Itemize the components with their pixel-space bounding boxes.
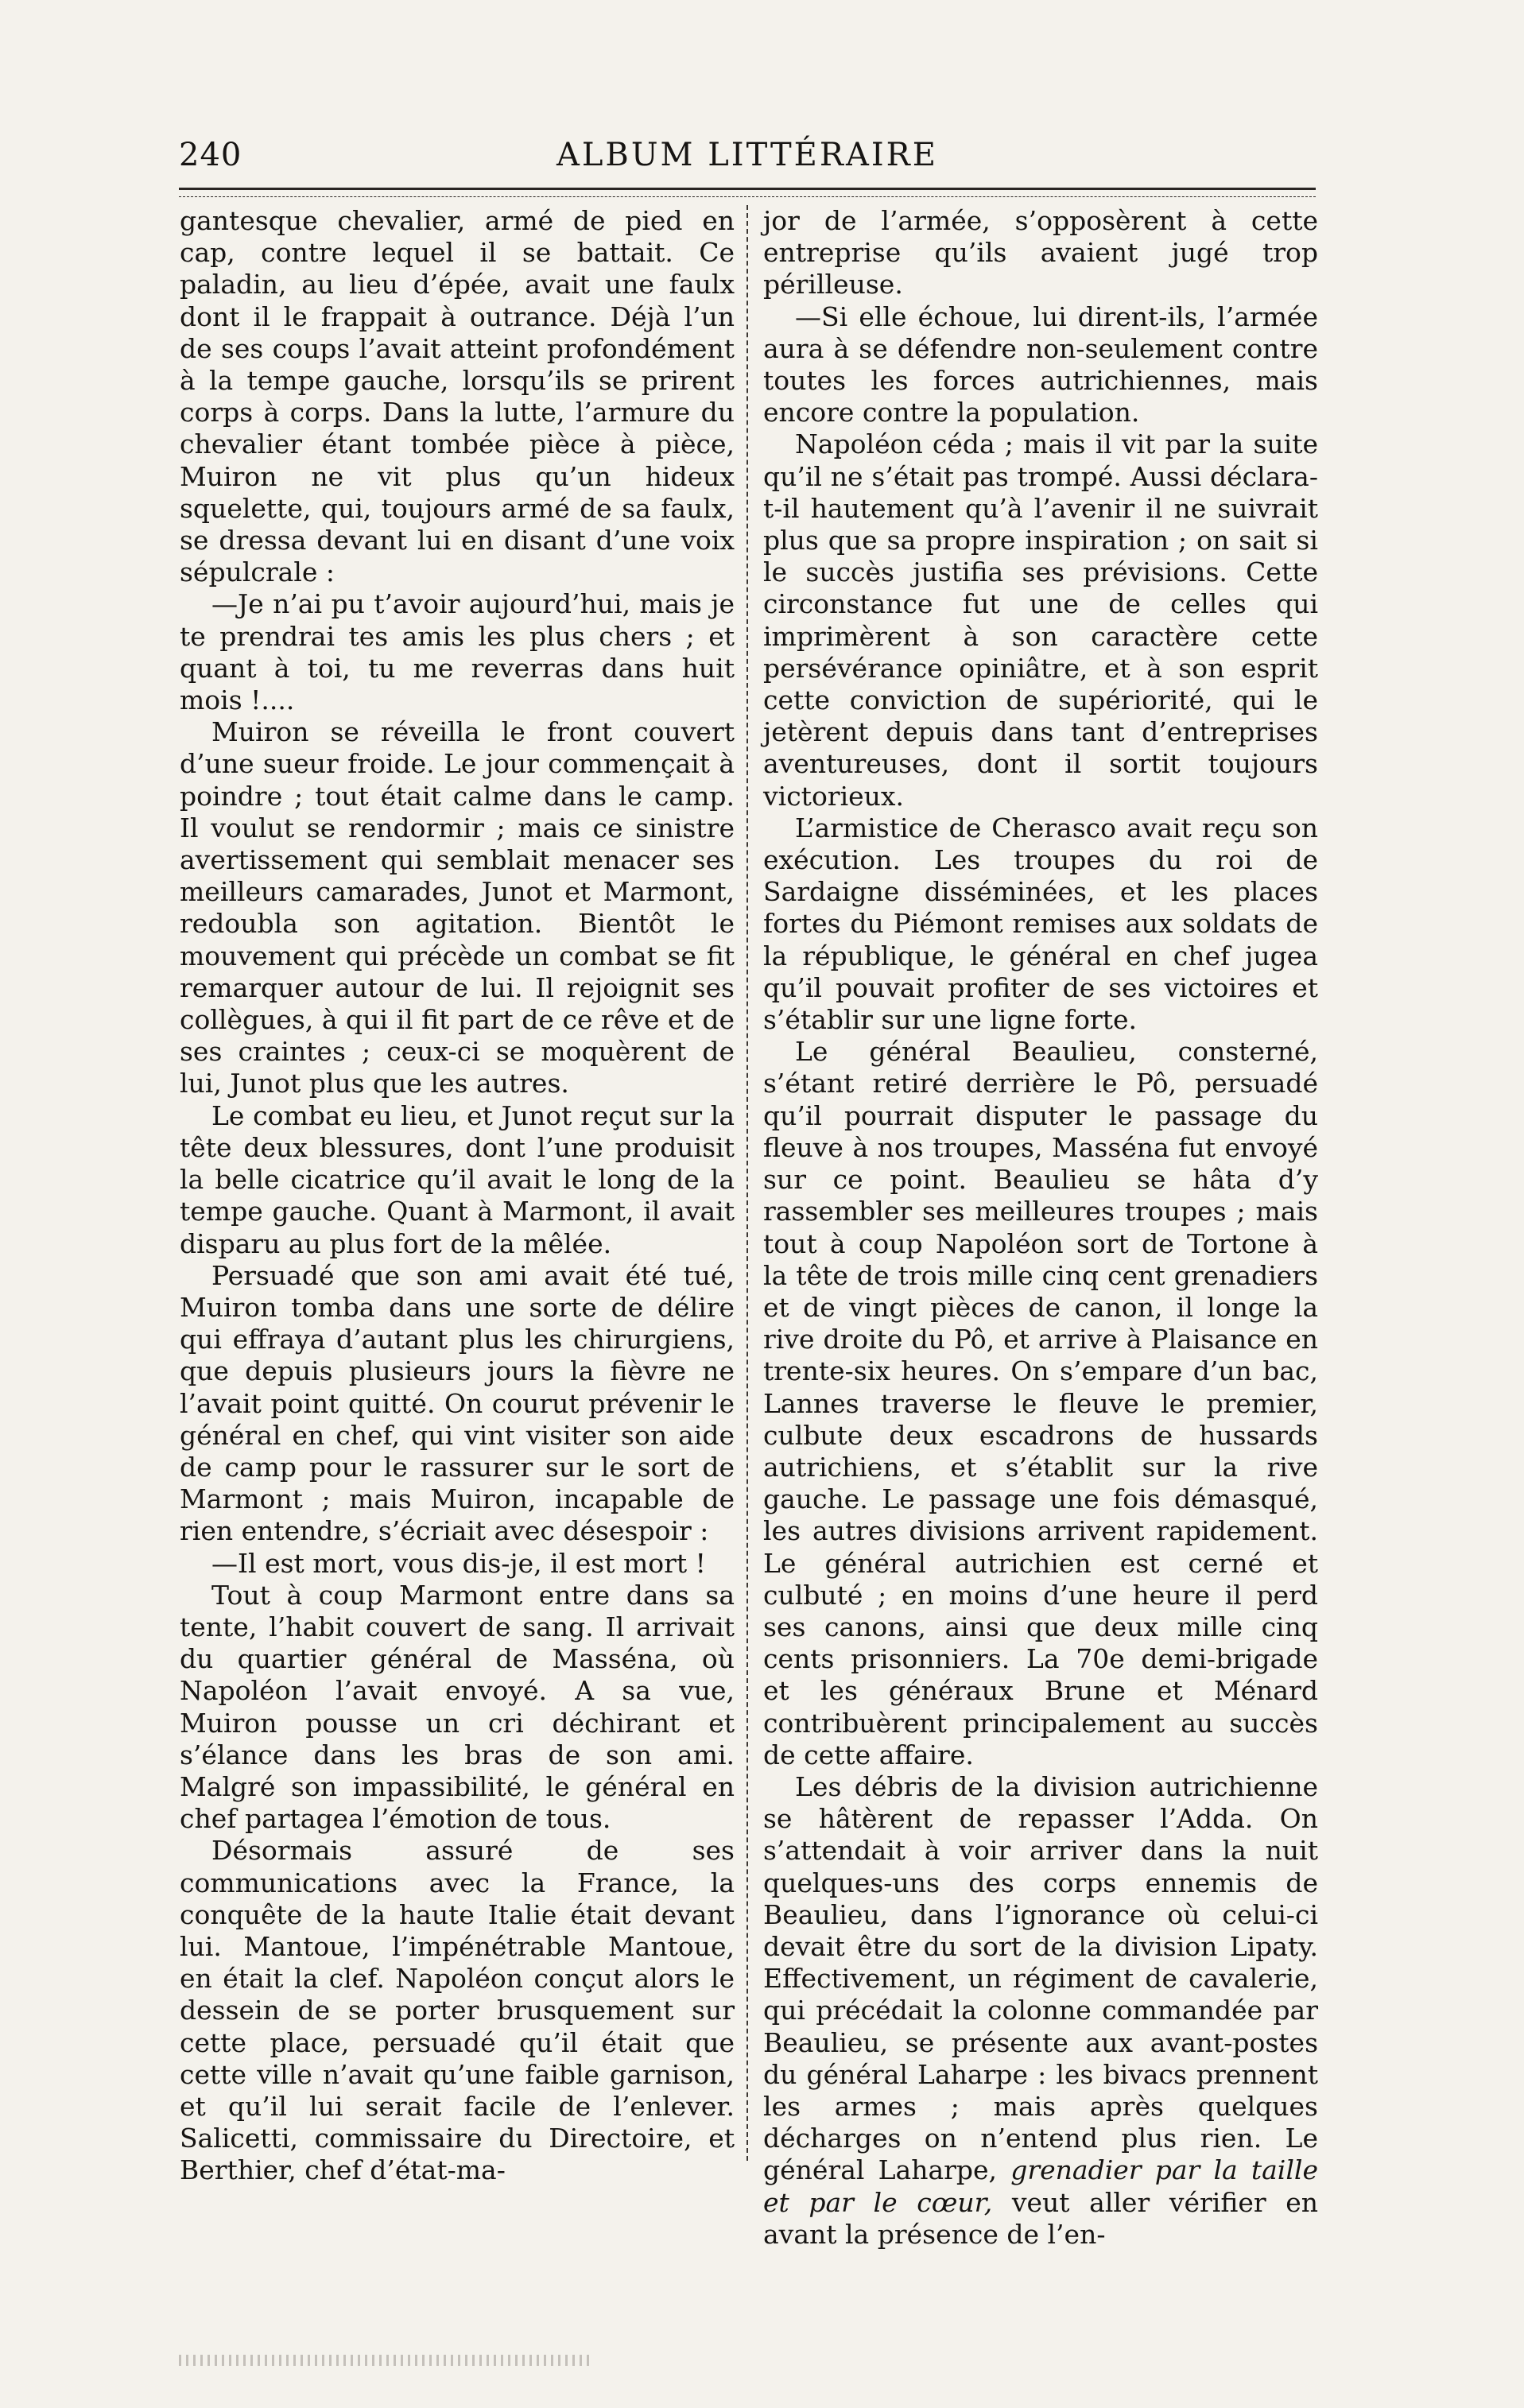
paragraph: —Il est mort, vous dis-je, il est mort !: [211, 1547, 706, 1579]
paragraph: —Si elle échoue, lui dirent-ils, l’armée aura à se défendre non-seulement contre toutes les forces autrichiennes, mais encore contre la population.: [763, 301, 1318, 428]
paragraph: Désormais assuré de ses communications avec la France, la conquête de la haute Italie était devant lui. Mantoue, l’impénétrable Mantoue, en était la clef. Napoléon conçut alors le dessein de se porter brusquement sur cette place, persuadé qu’il était que cette ville n’avait qu’une faible garnison, et qu’il lui serait facile de l’enlever. Salicetti, commissaire du Directoire, et Berthier, chef d’état-ma-: [180, 1835, 735, 2186]
paragraph: Tout à coup Marmont entre dans sa tente, l’habit couvert de sang. Il arrivait du quartier général de Masséna, où Napoléon l’avait envoyé. A sa vue, Muiron pousse un cri déchirant et s’élance dans les bras de son ami. Malgré son impassibilité, le général en chef partagea l’émotion de tous.: [180, 1579, 735, 1835]
header-rule: [179, 188, 1316, 197]
paragraph-text-end: veut aller vérifier en avant la présence de l’en-: [763, 2186, 1319, 2250]
paragraph: Napoléon céda ; mais il vit par la suite qu’il ne s’était pas trompé. Aussi déclara-t-il hautement qu’à l’avenir il ne suivrait plus que sa propre inspiration ; on sait si le succès justifia ses prévisions. Cette circonstance fut une de celles qui imprimèrent à son caractère cette persévérance opiniâtre, et à son esprit cette conviction de supériorité, qui le jetèrent depuis dans tant d’entreprises aventureuses, dont il sortit toujours victorieux.: [763, 428, 1318, 812]
paragraph: L’armistice de Cherasco avait reçu son exécution. Les troupes du roi de Sardaigne disséminées, et les places fortes du Piémont remises aux soldats de la république, le général en chef jugea qu’il pouvait profiter de ses victoires et s’établir sur une ligne forte.: [763, 812, 1318, 1036]
running-title: ALBUM LITTÉRAIRE: [556, 137, 938, 173]
column-divider: [746, 205, 748, 2161]
paragraph-text: Les débris de la division autrichienne se hâtèrent de repasser l’Adda. On s’attendait à voir arriver dans la nuit quelques-uns des corps ennemis de Beaulieu, dans l’ignorance où celui-ci devait être du sort de la division Lipaty. Effectivement, un régiment de cavalerie, qui précédait la colonne commandée par Beaulieu, se présente aux avant-postes du général Laharpe : les bivacs prennent les armes ; mais après quelques décharges on n’entend plus rien. Le général Laharpe,: [763, 1770, 1318, 2186]
paragraph: —Je n’ai pu t’avoir aujourd’hui, mais je te prendrai tes amis les plus chers ; et quant à toi, tu me reverras dans huit mois !....: [180, 588, 735, 716]
left-column: [180, 205, 735, 2187]
print-specks: [179, 2355, 592, 2366]
italic-phrase: grenadier par la taille et par le cœur,: [763, 2154, 1318, 2218]
paragraph: jor de l’armée, s’opposèrent à cette entreprise qu’ils avaient jugé trop périlleuse.: [763, 205, 1318, 301]
page-number: 240: [179, 137, 242, 173]
right-column: [763, 205, 1318, 2251]
page-header: [179, 134, 1316, 181]
paragraph: gantesque chevalier, armé de pied en cap, contre lequel il se battait. Ce paladin, au lieu d’épée, avait une faulx dont il le frappait à outrance. Déjà l’un de ses coups l’avait atteint profondément à la tempe gauche, lorsqu’ils se prirent corps à corps. Dans la lutte, l’armure du chevalier étant tombée pièce à pièce, Muiron ne vit plus qu’un hideux squelette, qui, toujours armé de sa faulx, se dressa devant lui en disant d’une voix sépulcrale :: [180, 205, 735, 588]
paragraph: Le général Beaulieu, consterné, s’étant retiré derrière le Pô, persuadé qu’il pourrait disputer le passage du fleuve à nos troupes, Masséna fut envoyé sur ce point. Beaulieu se hâta d’y rassembler ses meilleures troupes ; mais tout à coup Napoléon sort de Tortone à la tête de trois mille cinq cent grenadiers et de vingt pièces de canon, il longe la rive droite du Pô, et arrive à Plaisance en trente-six heures. On s’empare d’un bac, Lannes traverse le fleuve le premier, culbute deux escadrons de hussards autrichiens, et s’établit sur la rive gauche. Le passage une fois démasqué, les autres divisions arrivent rapidement. Le général autrichien est cerné et culbuté ; en moins d’une heure il perd ses canons, ainsi que deux mille cinq cents prisonniers. La 70e demi-brigade et les généraux Brune et Ménard contribuèrent principalement au succès de cette affaire.: [763, 1036, 1318, 1770]
paragraph: Persuadé que son ami avait été tué, Muiron tomba dans une sorte de délire qui effraya d’autant plus les chirurgiens, que depuis plusieurs jours la fièvre ne l’avait point quitté. On courut prévenir le général en chef, qui vint visiter son aide de camp pour le rassurer sur le sort de Marmont ; mais Muiron, incapable de rien entendre, s’écriait avec désespoir :: [180, 1259, 735, 1547]
paragraph-final: [763, 1771, 1318, 2251]
paragraph: Le combat eu lieu, et Junot reçut sur la tête deux blessures, dont l’une produisit la belle cicatrice qu’il avait le long de la tempe gauche. Quant à Marmont, il avait disparu au plus fort de la mêlée.: [180, 1099, 735, 1259]
paragraph: Muiron se réveilla le front couvert d’une sueur froide. Le jour commençait à poindre ; tout était calme dans le camp. Il voulut se rendormir ; mais ce sinistre avertissement qui semblait menacer ses meilleurs camarades, Junot et Marmont, redoubla son agitation. Bientôt le mouvement qui précède un combat se fit remarquer autour de lui. Il rejoignit ses collègues, à qui il fit part de ce rêve et de ses craintes ; ceux-ci se moquèrent de lui, Junot plus que les autres.: [180, 716, 735, 1099]
